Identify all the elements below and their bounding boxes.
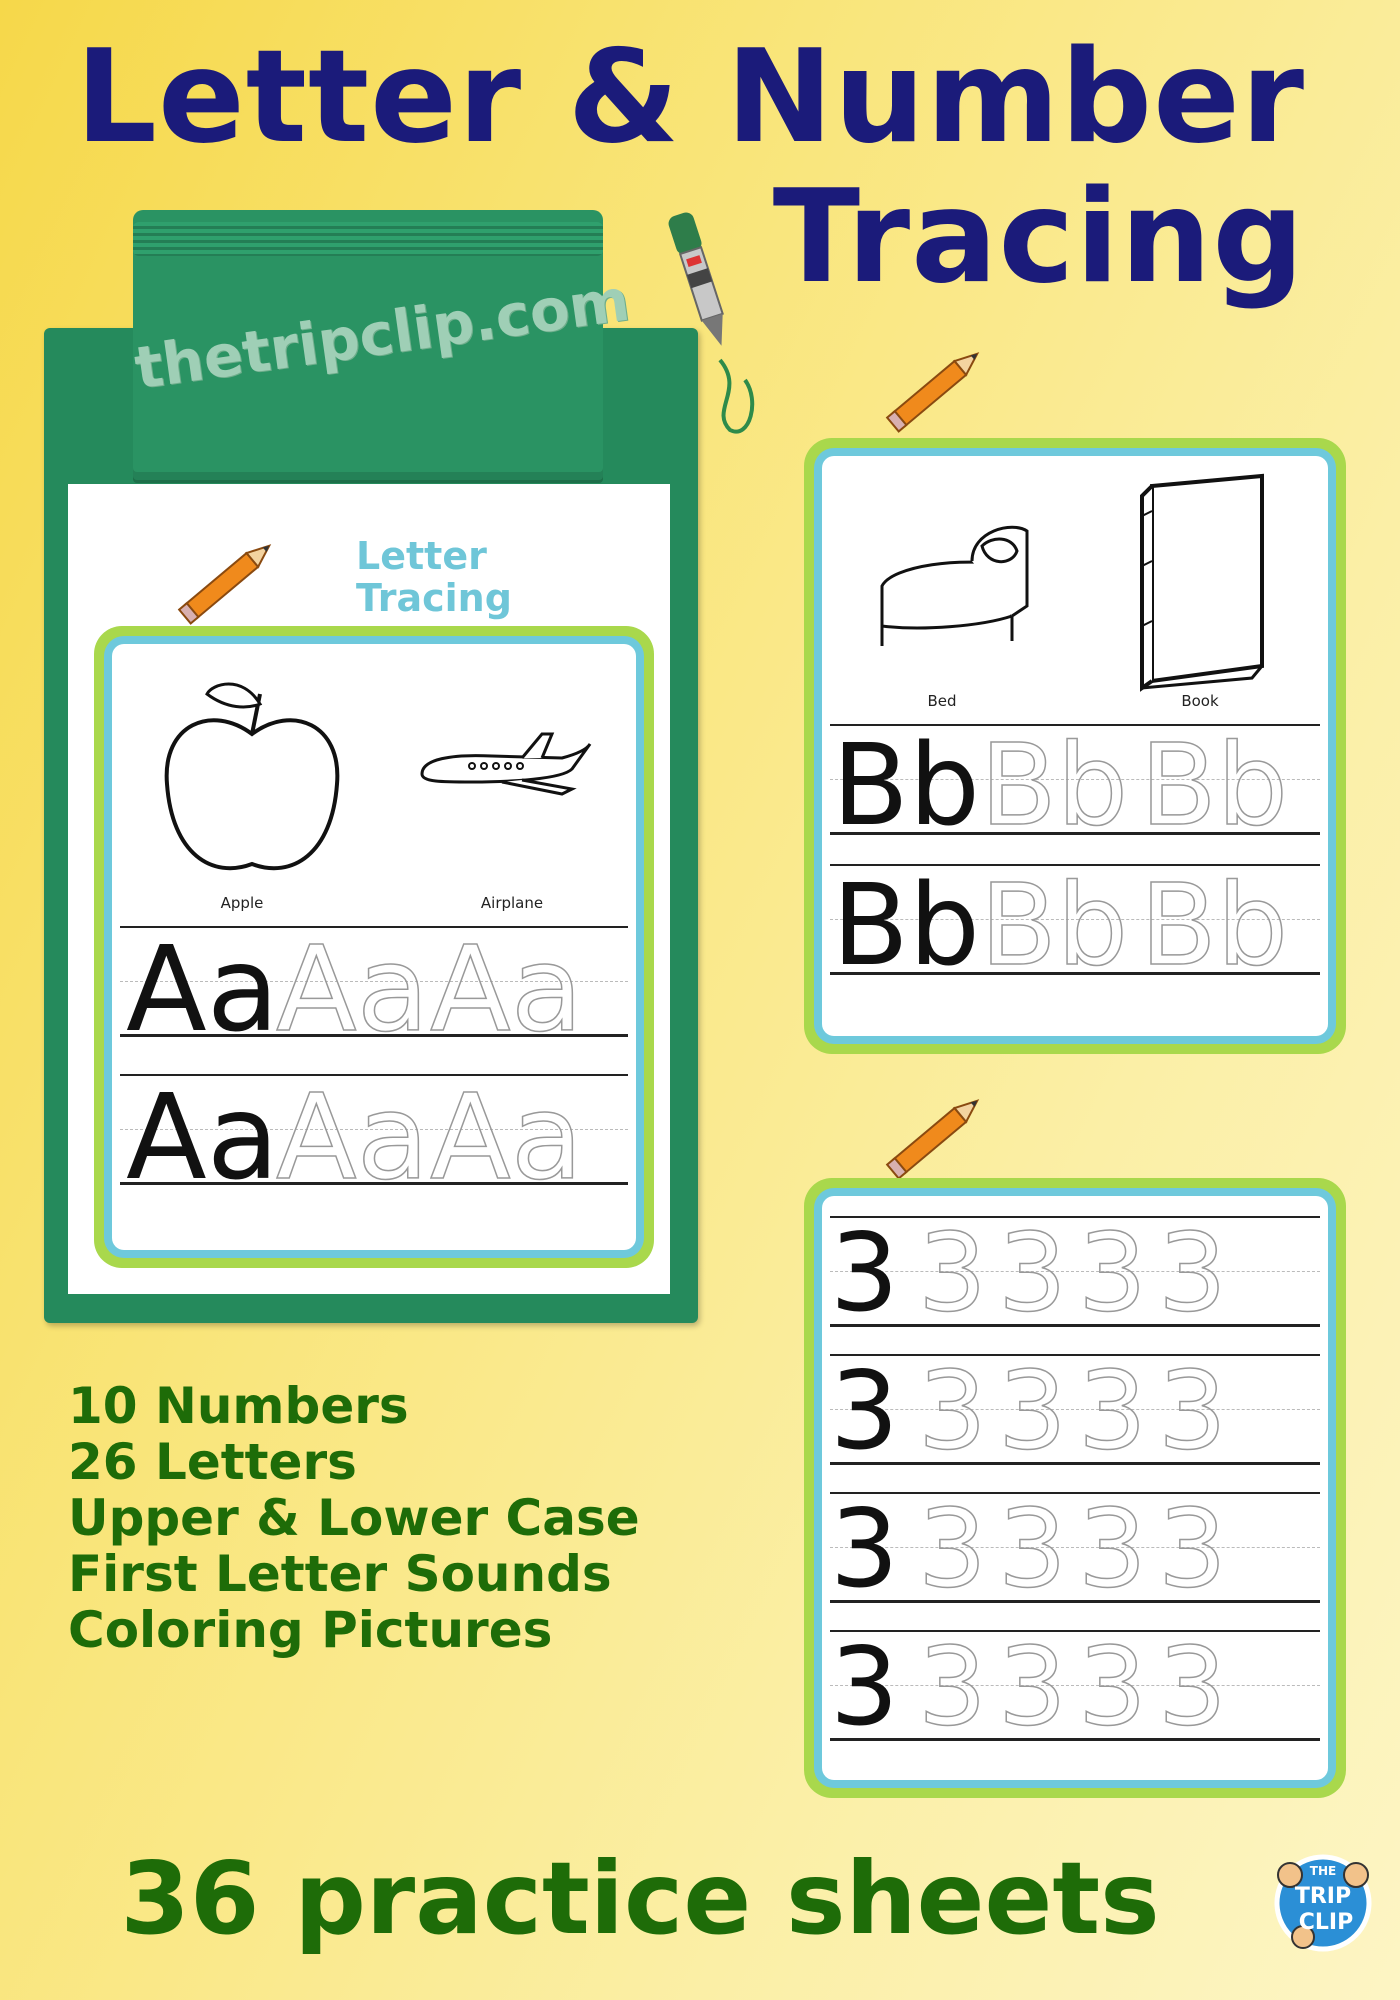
trace-number: 3 — [1158, 1211, 1227, 1336]
model-letter: Aa — [126, 1068, 280, 1206]
features-list — [68, 1378, 640, 1658]
sheet-title-line-1: Letter — [356, 534, 487, 578]
model-letter: Aa — [126, 920, 280, 1058]
trace-number: 3 — [1158, 1487, 1227, 1612]
trace-number: 3 — [1158, 1625, 1227, 1750]
sheet-title-line-2: Tracing — [356, 576, 512, 620]
clipboard-clip — [130, 210, 634, 480]
pencil-icon — [170, 530, 290, 630]
picture-label: Apple — [220, 894, 264, 912]
trace-letter: Bb — [980, 721, 1128, 851]
trace-letter: Aa — [276, 1068, 430, 1206]
tracing-row — [830, 1349, 1320, 1474]
title-line-2: Tracing — [772, 163, 1305, 312]
trace-number: 3 — [998, 1487, 1067, 1612]
trace-letter: Bb — [1140, 861, 1288, 991]
trace-letter: Bb — [1140, 721, 1288, 851]
tracing-row — [830, 1487, 1320, 1612]
trace-number: 3 — [998, 1349, 1067, 1474]
trace-letter: Aa — [430, 920, 584, 1058]
model-letter: Bb — [832, 861, 980, 991]
pencil-icon — [878, 1085, 998, 1185]
trace-number: 3 — [918, 1211, 987, 1336]
badge-line-1: THE — [1309, 1864, 1337, 1878]
footer-text: 36 practice sheets — [120, 1840, 1160, 1957]
sheet-title — [356, 535, 512, 619]
pencil-icon — [878, 338, 998, 438]
tracing-row — [120, 920, 628, 1058]
feature-item: Coloring Pictures — [68, 1601, 553, 1659]
trace-letter: Aa — [430, 1068, 584, 1206]
trace-number: 3 — [998, 1625, 1067, 1750]
model-letter: Bb — [832, 721, 980, 851]
model-number: 3 — [830, 1211, 899, 1336]
title-line-1: Letter & Number — [75, 23, 1305, 172]
tripclip-logo — [1268, 1845, 1378, 1955]
sheet-a-card — [94, 626, 654, 1268]
trace-number: 3 — [1078, 1349, 1147, 1474]
tracing-row — [830, 1625, 1320, 1750]
model-number: 3 — [830, 1349, 899, 1474]
trace-number: 3 — [1078, 1625, 1147, 1750]
badge-line-2: TRIP — [1294, 1884, 1352, 1909]
trace-letter: Aa — [276, 920, 430, 1058]
trace-number: 3 — [1158, 1349, 1227, 1474]
book-icon — [1122, 466, 1282, 696]
clip-ridges — [133, 222, 603, 256]
bed-icon — [862, 506, 1042, 656]
tracing-row — [120, 1068, 628, 1206]
trace-number: 3 — [918, 1487, 987, 1612]
trace-number: 3 — [1078, 1487, 1147, 1612]
clip-logo: thetripclip.com — [130, 265, 634, 403]
picture-label: Airplane — [480, 894, 544, 912]
trace-number: 3 — [918, 1349, 987, 1474]
trace-number: 3 — [1078, 1211, 1147, 1336]
trace-letter: Bb — [980, 861, 1128, 991]
tracing-row — [830, 721, 1320, 851]
feature-item: Upper & Lower Case — [68, 1489, 640, 1547]
airplane-icon — [412, 724, 592, 814]
model-number: 3 — [830, 1625, 899, 1750]
feature-item: First Letter Sounds — [68, 1545, 612, 1603]
tracing-row — [830, 861, 1320, 991]
sheet-number-card — [804, 1178, 1346, 1798]
feature-item: 10 Numbers — [68, 1377, 409, 1435]
apple-icon — [152, 664, 352, 884]
sheet-b-card — [804, 438, 1346, 1054]
picture-label: Bed — [927, 692, 957, 710]
trace-number: 3 — [998, 1211, 1067, 1336]
model-number: 3 — [830, 1487, 899, 1612]
tracing-row — [830, 1211, 1320, 1336]
badge-line-3: CLIP — [1298, 1910, 1354, 1935]
trace-number: 3 — [918, 1625, 987, 1750]
picture-label: Book — [1181, 692, 1219, 710]
feature-item: 26 Letters — [68, 1433, 357, 1491]
